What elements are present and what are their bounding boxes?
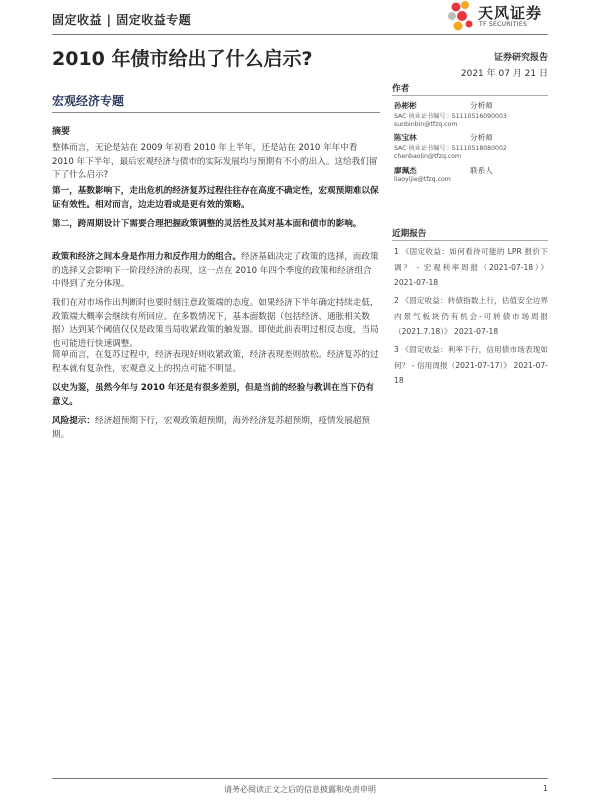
footer-disclaimer: 请务必阅读正文之后的信息披露和免责申明 bbox=[224, 785, 376, 794]
author-name: 廖珮杰 bbox=[394, 166, 417, 175]
page-title: 2010 年债市给出了什么启示? bbox=[52, 48, 313, 70]
logo-dot-icon bbox=[461, 1, 469, 9]
summary-paragraph-5: 我们在对市场作出判断时也要时刻注意政策端的态度。如果经济下半年确定持续走低，政策端大概率会继续有所回应。在多数情况下，基本面数据（包括经济、通胀相关数据）达到某个阈值仅仅是政策当局收紧政策的触发器。即使此前表明过相反态度，当局也可能进行快速调整。 bbox=[52, 298, 379, 349]
authors-heading: 作者 bbox=[392, 84, 410, 94]
header-divider bbox=[52, 34, 548, 35]
conclusion-text: 以史为鉴，虽然今年与 2010 年还是有很多差别，但是当前的经验与教训在当下仍有意义。 bbox=[52, 383, 375, 407]
author-name: 孙彬彬 bbox=[394, 101, 417, 110]
recent-report-link[interactable]: 1 《固定收益：如何看待可能的 LPR 报价下调？ - 宏观利率周报（2021-07-18）》 2021-07-18 bbox=[394, 247, 548, 288]
report-type: 证券研究报告 bbox=[493, 53, 548, 63]
recent-reports-heading: 近期报告 bbox=[392, 229, 427, 239]
risk-paragraph bbox=[52, 415, 380, 442]
point-2-text: 第二，跨周期设计下需要合理把握政策调整的灵活性及其对基本面和债市的影响。 bbox=[52, 219, 362, 229]
summary-paragraph-2 bbox=[52, 185, 380, 212]
logo-name-cn: 天风证券 bbox=[478, 4, 543, 22]
page-number: 1 bbox=[542, 784, 548, 793]
author-sac-number: SAC 执业证书编号：S1110518080002 bbox=[394, 145, 507, 152]
recent-reports-divider bbox=[392, 240, 548, 241]
author-sac-number: SAC 执业证书编号：S1110516090003 bbox=[394, 113, 507, 120]
summary-paragraph-6: 简单而言，在复苏过程中，经济表现好则收紧政策，经济表现差则放松。经济复苏的过程本就有复杂性，宏观意义上的拐点可能不明显。 bbox=[52, 350, 379, 374]
summary-paragraph-4 bbox=[52, 251, 380, 292]
author-email[interactable]: liaoyijie@tfzq.com bbox=[394, 176, 451, 183]
author-email[interactable]: sunbinbin@tfzq.com bbox=[394, 121, 458, 128]
logo-dot-icon bbox=[454, 22, 463, 31]
report-date: 2021 年 07 月 21 日 bbox=[460, 69, 548, 79]
footer-divider bbox=[52, 778, 548, 779]
author-role: 分析师 bbox=[470, 101, 493, 110]
paragraph-lead: 政策和经济之间本身是作用力和反作用力的组合。 bbox=[52, 252, 242, 262]
authors-divider bbox=[392, 95, 548, 96]
logo-dot-icon bbox=[452, 3, 461, 12]
logo-name-en: TF SECURITIES bbox=[479, 21, 528, 28]
logo-dot-icon bbox=[466, 21, 473, 28]
point-1-text: 第一，基数影响下，走出危机的经济复苏过程往往存在高度不确定性，宏观预期难以保证有效性。相对而言，边走边看或是更有效的策略。 bbox=[52, 186, 379, 210]
subtitle-divider bbox=[52, 112, 380, 113]
recent-report-link[interactable]: 3 《固定收益：利率下行，信用债市场表现如何？ - 信用周报（2021-07-17）》 2021-07-18 bbox=[394, 345, 548, 386]
author-name: 陈宝林 bbox=[394, 133, 417, 142]
risk-label: 风险提示： bbox=[52, 416, 95, 426]
author-role: 分析师 bbox=[470, 133, 493, 142]
summary-label: 摘要 bbox=[52, 127, 71, 137]
paragraph-body: 经济基础决定了政策的选择，而政策的选择又会影响下一阶段经济的表现，这一点在 2010 年四个季度的政策和经济组合中得到了充分体现。 bbox=[52, 252, 379, 289]
logo-dot-icon bbox=[448, 12, 456, 20]
author-role: 联系人 bbox=[470, 166, 493, 175]
summary-paragraph-7 bbox=[52, 382, 380, 409]
risk-text: 经济超预期下行，宏观政策超预期，海外经济复苏超预期，疫情发展超预期。 bbox=[52, 416, 370, 440]
recent-report-link[interactable]: 2 《固定收益：转债指数上行，估值安全边界内景气板块仍有机会-可转债市场周报（2021.7.18）》 2021-07-18 bbox=[394, 296, 548, 337]
summary-paragraph-1: 整体而言，无论是站在 2009 年初看 2010 年上半年，还是站在 2010 年年中看 2010 年下半年，最后宏观经济与债市的实际发展均与预期有不小的出入。这给我们留下了什么启示? bbox=[52, 143, 378, 180]
logo-dot-icon bbox=[457, 11, 467, 21]
author-email[interactable]: chenbaolin@tfzq.com bbox=[394, 153, 462, 160]
report-subtitle: 宏观经济专题 bbox=[52, 94, 125, 108]
header-category: 固定收益 | 固定收益专题 bbox=[52, 13, 192, 27]
summary-paragraph-3 bbox=[52, 218, 380, 232]
